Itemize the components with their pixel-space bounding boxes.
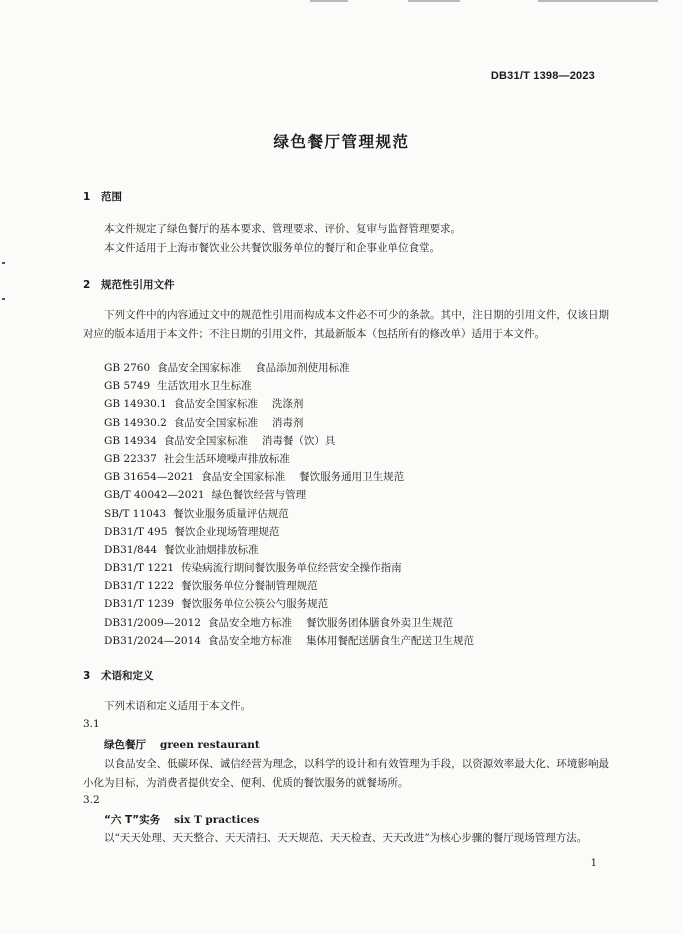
reference-code: DB31/T 1222: [104, 580, 175, 593]
scan-artifact: [408, 0, 460, 2]
reference-title: 食品安全国家标准: [163, 434, 248, 447]
term-english: six T practices: [174, 814, 260, 826]
reference-code: GB 14930.1: [104, 398, 167, 411]
reference-code: GB/T 40042—2021: [104, 489, 205, 502]
reference-code: GB 31654—2021: [104, 471, 195, 484]
term-chinese: 绿色餐厅: [104, 739, 146, 751]
reference-title: 食品安全国家标准: [173, 416, 258, 429]
reference-item: [104, 595, 474, 613]
reference-code: DB31/T 1221: [104, 562, 175, 575]
reference-subtitle: 洗涤剂: [271, 398, 304, 411]
section-title: 范围: [101, 191, 122, 203]
term-chinese: “六 T”实务: [104, 814, 161, 826]
reference-title: 食品安全国家标准: [157, 362, 242, 374]
reference-code: DB31/844: [104, 543, 158, 556]
reference-title: 生活饮用水卫生标准: [157, 380, 252, 393]
term-entry: [104, 737, 260, 752]
section-title: 术语和定义: [101, 670, 154, 682]
reference-title: 餐饮服务单位公筷公勺服务规范: [181, 598, 329, 611]
section-heading-terms: [83, 668, 154, 683]
reference-item: [104, 395, 474, 413]
reference-title: 餐饮企业现场管理规范: [174, 525, 280, 538]
term-number: 3.1: [83, 718, 100, 730]
document-code: DB31/T 1398—2023: [490, 70, 595, 82]
reference-item: [104, 359, 474, 377]
reference-item: [104, 632, 474, 650]
section-heading-references: [83, 277, 175, 292]
reference-subtitle: 餐饮服务通用卫生规范: [299, 471, 405, 484]
term-entry: [104, 812, 259, 827]
term-definition: 以“天天处理、天天整合、天天清扫、天天规范、天天检查、天天改进”为核心步骤的餐厅现场管理方法。: [104, 832, 588, 844]
reference-code: GB 14934: [104, 434, 157, 447]
reference-subtitle: 消毒餐（饮）具: [261, 434, 336, 447]
reference-code: GB 2760: [104, 362, 151, 374]
reference-title: 餐饮服务单位分餐制管理规范: [181, 580, 318, 593]
term-number: 3.2: [83, 794, 100, 806]
reference-subtitle: 消毒剂: [271, 416, 304, 429]
reference-title: 食品安全地方标准: [207, 616, 292, 629]
margin-mark: [2, 298, 5, 300]
reference-code: DB31/2024—2014: [104, 634, 201, 647]
page-number: 1: [590, 858, 597, 869]
reference-item: [104, 541, 474, 559]
section-number: 1: [83, 191, 91, 203]
reference-item: [104, 468, 474, 486]
reference-title: 餐饮业服务质量评估规范: [173, 507, 289, 520]
reference-code: DB31/T 495: [104, 525, 168, 538]
section-heading-scope: [83, 189, 122, 204]
reference-code: GB 14930.2: [104, 416, 167, 429]
section-title: 规范性引用文件: [101, 279, 175, 291]
reference-item: [104, 505, 474, 523]
reference-list: [104, 359, 474, 650]
paragraph: 本文件适用于上海市餐饮业公共餐饮服务单位的餐厅和企事业单位食堂。: [104, 242, 440, 254]
reference-code: DB31/T 1239: [104, 598, 175, 611]
reference-code: DB31/2009—2012: [104, 616, 201, 629]
section-number: 2: [83, 279, 91, 291]
reference-subtitle: 食品添加剂使用标准: [255, 362, 350, 374]
reference-item: [104, 486, 474, 504]
reference-code: GB 22337: [104, 452, 157, 465]
section-number: 3: [83, 670, 91, 682]
reference-title: 餐饮业油烟排放标准: [164, 543, 259, 556]
reference-title: 绿色餐饮经营与管理: [211, 489, 307, 502]
reference-item: [104, 377, 474, 395]
reference-item: [104, 614, 474, 632]
paragraph: 下列文件中的内容通过文中的规范性引用而构成本文件必不可少的条款。其中，注日期的引用文件，仅该日期对应的版本适用于本文件；不注日期的引用文件，其最新版本（包括所有的修改单）适用于本文件。: [83, 309, 609, 340]
reference-code: SB/T 11043: [104, 507, 167, 520]
reference-item: [104, 559, 474, 577]
reference-code: GB 5749: [104, 380, 151, 393]
page-title: 绿色餐厅管理规范: [273, 133, 410, 151]
reference-item: [104, 432, 474, 450]
reference-item: [104, 450, 474, 468]
reference-item: [104, 414, 474, 432]
reference-subtitle: 集体用餐配送膳食生产配送卫生规范: [305, 634, 474, 647]
reference-title: 食品安全国家标准: [201, 471, 286, 484]
reference-item: [104, 523, 474, 541]
reference-subtitle: 餐饮服务团体膳食外卖卫生规范: [305, 616, 453, 629]
reference-item: [104, 577, 474, 595]
paragraph: 下列术语和定义适用于本文件。: [104, 700, 251, 712]
term-english: green restaurant: [160, 739, 260, 751]
reference-title: 食品安全地方标准: [207, 634, 292, 647]
reference-title: 食品安全国家标准: [173, 398, 258, 411]
scan-artifact: [538, 0, 658, 2]
paragraph: 本文件规定了绿色餐厅的基本要求、管理要求、评价、复审与监督管理要求。: [104, 223, 461, 235]
reference-title: 社会生活环境噪声排放标准: [163, 452, 290, 465]
term-definition: 以食品安全、低碳环保、诚信经营为理念，以科学的设计和有效管理为手段，以资源效率最大化、环境影响最小化为目标，为消费者提供安全、便利、优质的餐饮服务的就餐场所。: [83, 758, 609, 789]
reference-title: 传染病流行期间餐饮服务单位经营安全操作指南: [181, 562, 402, 575]
scan-artifact: [310, 0, 348, 2]
margin-mark: [2, 262, 5, 264]
